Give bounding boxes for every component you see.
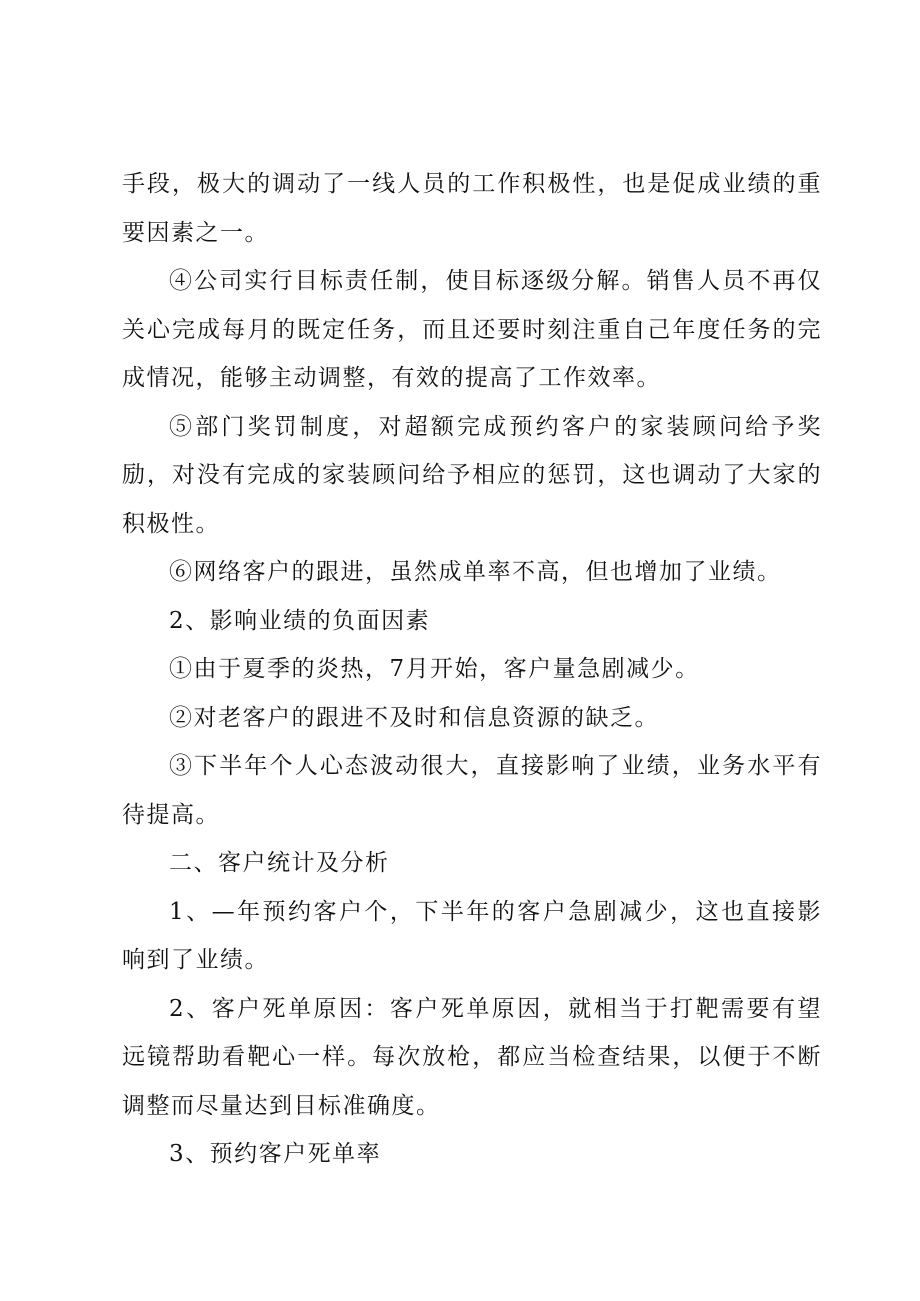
- paragraph-annual-customers: 1、—年预约客户个，下半年的客户急剧减少，这也直接影响到了业绩。: [122, 898, 822, 973]
- paragraph-mindset: ③下半年个人心态波动很大，直接影响了业绩，业务水平有待提高。: [122, 753, 822, 828]
- paragraph-reward-penalty: ⑤部门奖罚制度，对超额完成预约客户的家装顾问给予奖励，对没有完成的家装顾问给予相应的惩罚，这也调动了大家的积极性。: [122, 413, 822, 537]
- heading-lost-order-rate: 3、预约客户死单率: [169, 1141, 382, 1167]
- paragraph-old-customers: ②对老客户的跟进不及时和信息资源的缺乏。: [169, 704, 659, 731]
- document-body: [122, 160, 822, 1179]
- paragraph-online-customers: ⑥网络客户的跟进，虽然成单率不高，但也增加了业绩。: [169, 559, 782, 585]
- paragraph-target-responsibility: ④公司实行目标责任制，使目标逐级分解。销售人员不再仅关心完成每月的既定任务，而且还要时刻注重自己年度任务的完成情况，能够主动调整，有效的提高了工作效率。: [122, 268, 822, 391]
- heading-customer-statistics: 二、客户统计及分析: [169, 850, 390, 876]
- paragraph-lost-order-reasons: 2、客户死单原因：客户死单原因，就相当于打靶需要有望远镜帮助看靶心一样。每次放枪，都应当检查结果，以便于不断调整而尽量达到目标准确度。: [122, 995, 822, 1119]
- heading-negative-factors: 2、影响业绩的负面因素: [169, 607, 431, 634]
- paragraph-continuation: 手段，极大的调动了一线人员的工作积极性，也是促成业绩的重要因素之一。: [122, 171, 822, 246]
- paragraph-summer-heat: ①由于夏季的炎热，7月开始，客户量急剧减少。: [169, 656, 700, 682]
